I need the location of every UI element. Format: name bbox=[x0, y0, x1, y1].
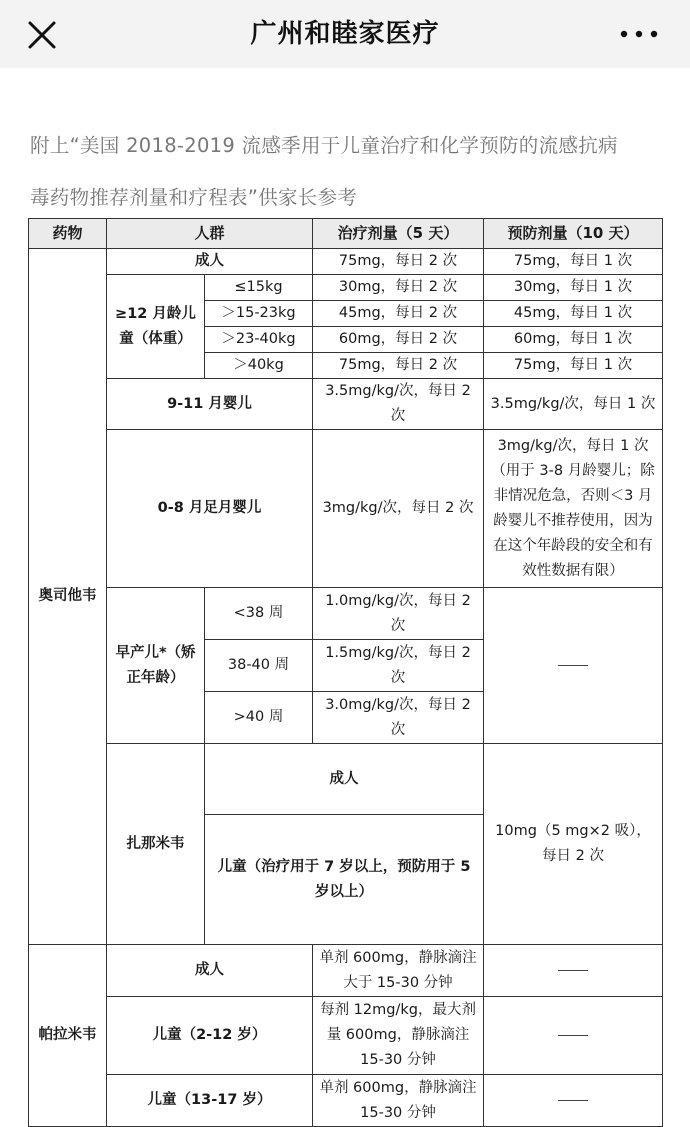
weight-cell: ＞15-23kg bbox=[205, 301, 313, 327]
more-dots-icon[interactable] bbox=[614, 22, 664, 46]
header-population: 人群 bbox=[107, 219, 313, 249]
prevention-cell bbox=[484, 430, 663, 588]
intro-text bbox=[30, 120, 670, 224]
treatment-cell: 75mg，每日 2 次 bbox=[313, 249, 484, 275]
population-text: 儿童（治疗用于 7 岁以上，预防用于 5 岁以上） bbox=[217, 858, 471, 900]
table-row bbox=[29, 275, 663, 301]
prevention-cell: 75mg，每日 1 次 bbox=[484, 249, 663, 275]
treatment-cell bbox=[313, 1075, 484, 1127]
dash-mark bbox=[558, 1100, 588, 1101]
prevention-cell bbox=[484, 379, 663, 430]
treatment-cell: 45mg，每日 2 次 bbox=[313, 301, 484, 327]
treatment-cell bbox=[313, 640, 484, 692]
treatment-cell bbox=[313, 588, 484, 640]
table-row bbox=[29, 588, 663, 640]
population-cell: 成人 bbox=[107, 249, 313, 275]
table-header-row bbox=[29, 219, 663, 249]
weight-cell: ≤15kg bbox=[205, 275, 313, 301]
table-row bbox=[29, 249, 663, 275]
prevention-cell: 60mg，每日 1 次 bbox=[484, 327, 663, 353]
population-cell: 成人 bbox=[107, 945, 313, 997]
treatment-text: 3mg/kg/次，每日 2 次 bbox=[322, 500, 474, 516]
treatment-text: 10mg（5 mg×2 吸），每日 2 次 bbox=[495, 823, 651, 864]
population-cell bbox=[205, 815, 484, 945]
table-row bbox=[29, 379, 663, 430]
prevention-cell-empty bbox=[484, 1075, 663, 1127]
table-row bbox=[29, 945, 663, 997]
population-cell: 成人 bbox=[205, 744, 484, 815]
age-cell: <38 周 bbox=[205, 588, 313, 640]
age-cell: >40 周 bbox=[205, 692, 313, 744]
dash-mark bbox=[558, 970, 588, 971]
treatment-cell bbox=[484, 744, 663, 945]
treatment-text: 单剂 600mg，静脉滴注 15-30 分钟 bbox=[319, 1079, 477, 1121]
prevention-text: 3.5mg/kg/次，每日 1 次 bbox=[490, 395, 656, 412]
population-cell: 儿童（13-17 岁） bbox=[107, 1075, 313, 1127]
weight-cell: ＞23-40kg bbox=[205, 327, 313, 353]
treatment-cell: 30mg，每日 2 次 bbox=[313, 275, 484, 301]
close-icon-svg bbox=[22, 15, 62, 55]
treatment-cell bbox=[313, 945, 484, 997]
dosage-table bbox=[28, 218, 663, 1127]
prevention-text: 3mg/kg/次，每日 1 次（用于 3-8 月龄婴儿；除非情况危急，否则＜3 月龄婴儿不推荐使用，因为在这个年龄段的安全和有效性数据有限） bbox=[491, 437, 655, 579]
child-weight-group-label: ≥12 月龄儿童（体重） bbox=[115, 305, 196, 347]
age-cell: 38-40 周 bbox=[205, 640, 313, 692]
prevention-cell: 75mg，每日 1 次 bbox=[484, 353, 663, 379]
intro-line-1: 附上“美国 2018-2019 流感季用于儿童治疗和化学预防的流感抗病 bbox=[30, 134, 618, 157]
table-row bbox=[29, 1075, 663, 1127]
header-treatment: 治疗剂量（5 天） bbox=[313, 219, 484, 249]
drug-zanamivir: 扎那米韦 bbox=[107, 744, 205, 945]
prevention-cell-empty bbox=[484, 588, 663, 744]
table-row bbox=[29, 997, 663, 1075]
intro-line-2: 毒药物推荐剂量和疗程表”供家长参考 bbox=[30, 186, 358, 209]
treatment-text: 每剂 12mg/kg，最大剂量 600mg，静脉滴注 15-30 分钟 bbox=[320, 1002, 476, 1068]
treatment-cell bbox=[313, 430, 484, 588]
treatment-text: 3.0mg/kg/次，每日 2 次 bbox=[325, 696, 471, 738]
drug-oseltamivir: 奥司他韦 bbox=[29, 249, 107, 945]
treatment-cell: 75mg，每日 2 次 bbox=[313, 353, 484, 379]
prevention-cell-empty bbox=[484, 945, 663, 997]
dash-mark bbox=[558, 665, 588, 666]
child-weight-group bbox=[107, 275, 205, 379]
table-row bbox=[29, 744, 663, 815]
drug-peramivir: 帕拉米韦 bbox=[29, 945, 107, 1127]
treatment-text: 3.5mg/kg/次，每日 2 次 bbox=[325, 383, 471, 424]
treatment-cell: 60mg，每日 2 次 bbox=[313, 327, 484, 353]
prevention-cell: 30mg，每日 1 次 bbox=[484, 275, 663, 301]
header-drug: 药物 bbox=[29, 219, 107, 249]
page-title: 广州和睦家医疗 bbox=[250, 19, 440, 49]
treatment-text: 1.0mg/kg/次，每日 2 次 bbox=[325, 592, 471, 634]
more-dots-icon-svg bbox=[614, 22, 664, 46]
top-nav-bar bbox=[0, 0, 690, 68]
header-prevention: 预防剂量（10 天） bbox=[484, 219, 663, 249]
treatment-text: 单剂 600mg，静脉滴注大于 15-30 分钟 bbox=[319, 949, 477, 991]
dash-mark bbox=[558, 1035, 588, 1036]
preterm-group bbox=[107, 588, 205, 744]
prevention-cell-empty bbox=[484, 997, 663, 1075]
treatment-cell bbox=[313, 997, 484, 1075]
treatment-cell bbox=[313, 692, 484, 744]
table-row bbox=[29, 430, 663, 588]
preterm-group-label: 早产儿*（矫正年龄） bbox=[115, 644, 196, 686]
weight-cell: ＞40kg bbox=[205, 353, 313, 379]
close-icon[interactable] bbox=[22, 15, 62, 55]
treatment-text: 1.5mg/kg/次，每日 2 次 bbox=[325, 644, 471, 686]
treatment-cell bbox=[313, 379, 484, 430]
population-cell: 儿童（2-12 岁） bbox=[107, 997, 313, 1075]
population-cell: 9-11 月婴儿 bbox=[107, 379, 313, 430]
population-cell: 0-8 月足月婴儿 bbox=[107, 430, 313, 588]
prevention-cell: 45mg，每日 1 次 bbox=[484, 301, 663, 327]
